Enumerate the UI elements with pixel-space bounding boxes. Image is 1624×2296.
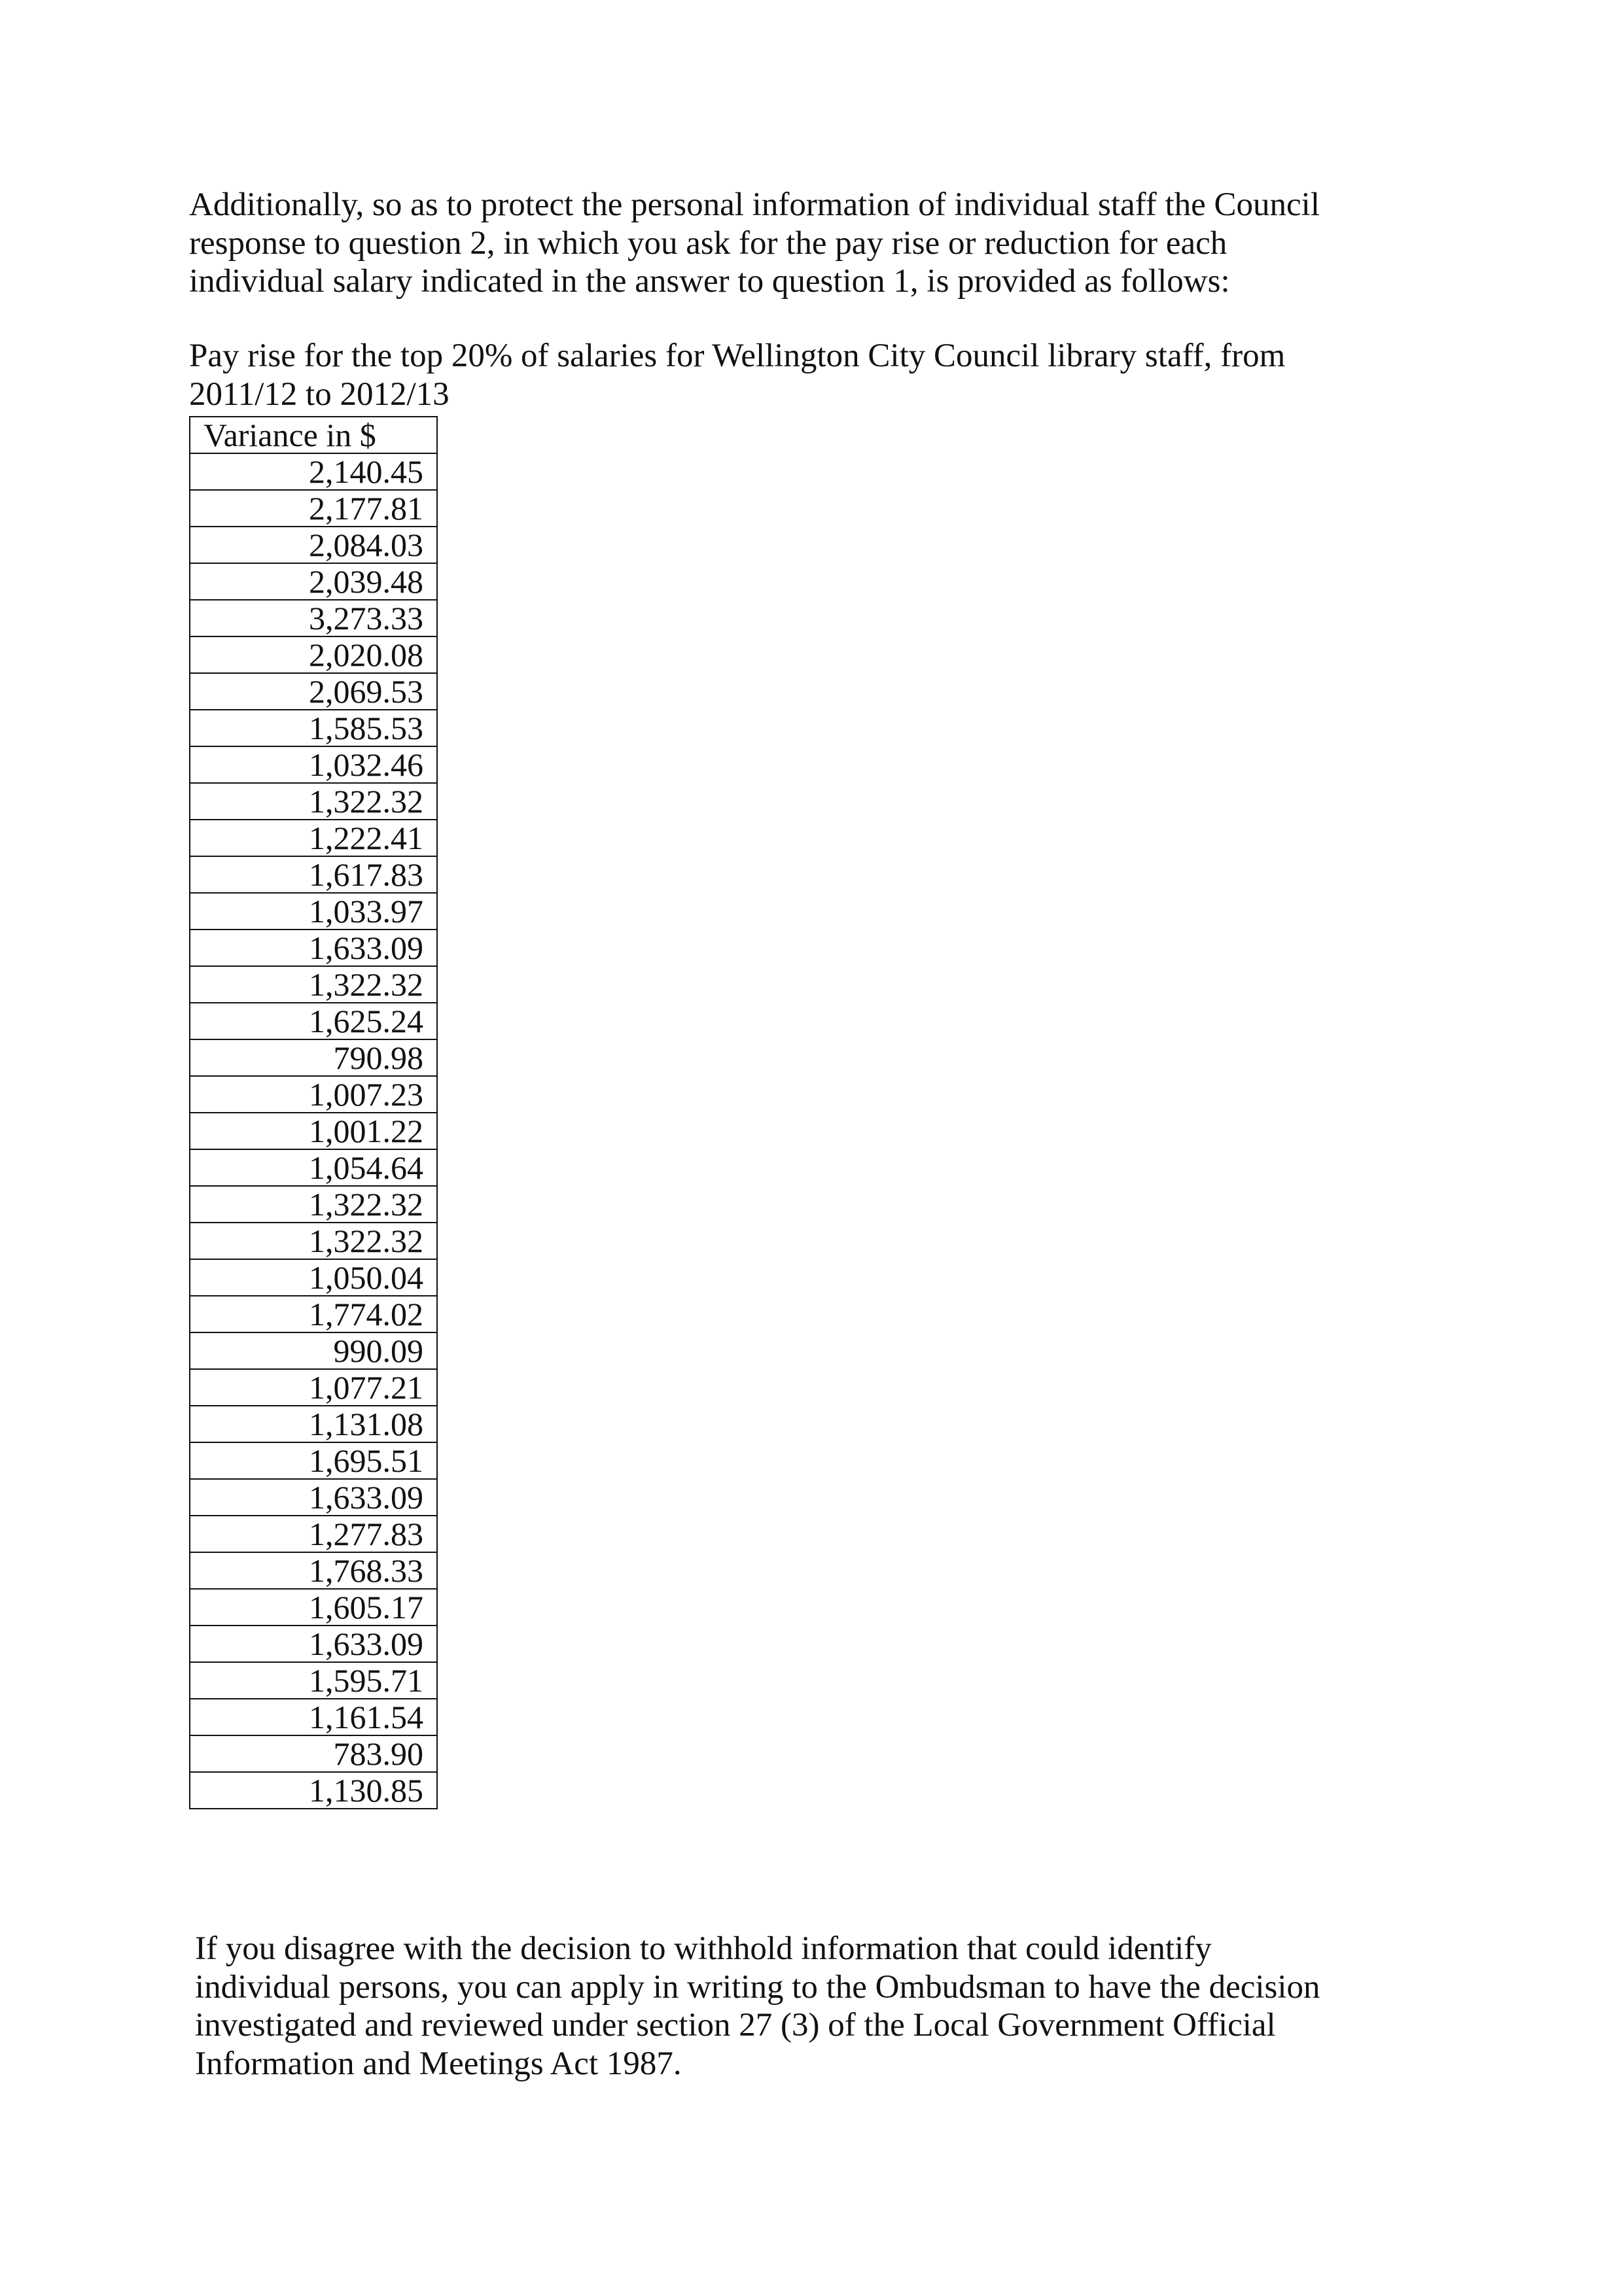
variance-cell: 2,069.53 bbox=[190, 673, 437, 710]
table-row bbox=[190, 527, 437, 563]
table-row bbox=[190, 783, 437, 820]
variance-cell: 1,277.83 bbox=[190, 1516, 437, 1552]
table-row bbox=[190, 893, 437, 930]
table-row bbox=[190, 1039, 437, 1076]
variance-cell: 2,020.08 bbox=[190, 636, 437, 673]
variance-cell: 1,222.41 bbox=[190, 820, 437, 856]
table-row bbox=[190, 1662, 437, 1699]
table-row bbox=[190, 453, 437, 490]
variance-cell: 1,322.32 bbox=[190, 783, 437, 820]
variance-cell: 1,768.33 bbox=[190, 1552, 437, 1589]
variance-cell: 1,007.23 bbox=[190, 1076, 437, 1113]
table-row bbox=[190, 1626, 437, 1662]
table-row bbox=[190, 1699, 437, 1735]
closing-line: individual persons, you can apply in writing to the Ombudsman to have the decision bbox=[195, 1968, 1320, 2006]
variance-cell: 990.09 bbox=[190, 1332, 437, 1369]
variance-cell: 2,039.48 bbox=[190, 563, 437, 600]
table-row bbox=[190, 1516, 437, 1552]
table-row bbox=[190, 563, 437, 600]
intro-line: Additionally, so as to protect the personal information of individual staff the Council bbox=[189, 186, 1320, 223]
table-row bbox=[190, 1589, 437, 1626]
variance-cell: 2,084.03 bbox=[190, 527, 437, 563]
closing-paragraph bbox=[195, 1930, 1320, 2083]
table-header-row bbox=[190, 417, 437, 453]
table-row bbox=[190, 710, 437, 746]
variance-cell: 1,774.02 bbox=[190, 1296, 437, 1332]
variance-cell: 1,595.71 bbox=[190, 1662, 437, 1699]
variance-cell: 1,633.09 bbox=[190, 1626, 437, 1662]
table-row bbox=[190, 1442, 437, 1479]
variance-cell: 1,131.08 bbox=[190, 1406, 437, 1442]
column-header-variance: Variance in $ bbox=[190, 417, 437, 453]
variance-cell: 1,032.46 bbox=[190, 746, 437, 783]
intro-line: response to question 2, in which you ask for the pay rise or reduction for each bbox=[189, 224, 1227, 262]
table-row bbox=[190, 600, 437, 636]
table-row bbox=[190, 490, 437, 527]
variance-cell: 2,140.45 bbox=[190, 453, 437, 490]
variance-cell: 1,633.09 bbox=[190, 1479, 437, 1516]
table-row bbox=[190, 1332, 437, 1369]
variance-cell: 1,001.22 bbox=[190, 1113, 437, 1149]
table-row bbox=[190, 1552, 437, 1589]
variance-cell: 1,625.24 bbox=[190, 1003, 437, 1039]
table-row bbox=[190, 1113, 437, 1149]
closing-line: If you disagree with the decision to withhold information that could identify bbox=[195, 1930, 1212, 1967]
table-caption bbox=[189, 337, 1285, 413]
intro-line: individual salary indicated in the answer to question 1, is provided as follows: bbox=[189, 263, 1230, 300]
table-row bbox=[190, 1259, 437, 1296]
table-row bbox=[190, 856, 437, 893]
table-row bbox=[190, 1735, 437, 1772]
table-row bbox=[190, 746, 437, 783]
variance-cell: 1,322.32 bbox=[190, 1186, 437, 1223]
variance-cell: 2,177.81 bbox=[190, 490, 437, 527]
table-row bbox=[190, 1003, 437, 1039]
variance-cell: 1,054.64 bbox=[190, 1149, 437, 1186]
variance-cell: 1,605.17 bbox=[190, 1589, 437, 1626]
table-row bbox=[190, 820, 437, 856]
variance-cell: 1,322.32 bbox=[190, 1223, 437, 1259]
closing-line: investigated and reviewed under section 27 (3) of the Local Government Official bbox=[195, 2007, 1276, 2044]
table-row bbox=[190, 1296, 437, 1332]
caption-line: 2011/12 to 2012/13 bbox=[189, 375, 450, 413]
table-row bbox=[190, 636, 437, 673]
intro-paragraph bbox=[189, 186, 1320, 301]
variance-cell: 1,077.21 bbox=[190, 1369, 437, 1406]
table-row bbox=[190, 1369, 437, 1406]
variance-cell: 3,273.33 bbox=[190, 600, 437, 636]
table-row bbox=[190, 1186, 437, 1223]
caption-line: Pay rise for the top 20% of salaries for Wellington City Council library staff, from bbox=[189, 338, 1286, 374]
variance-cell: 1,633.09 bbox=[190, 930, 437, 966]
table-row bbox=[190, 966, 437, 1003]
table-body bbox=[190, 453, 437, 1809]
variance-table bbox=[189, 416, 438, 1809]
table-row bbox=[190, 1076, 437, 1113]
table-row bbox=[190, 1406, 437, 1442]
variance-cell: 1,050.04 bbox=[190, 1259, 437, 1296]
variance-cell: 1,033.97 bbox=[190, 893, 437, 930]
table-row bbox=[190, 673, 437, 710]
variance-cell: 1,695.51 bbox=[190, 1442, 437, 1479]
table-row bbox=[190, 1149, 437, 1186]
variance-cell: 1,322.32 bbox=[190, 966, 437, 1003]
table-row bbox=[190, 1772, 437, 1809]
closing-line: Information and Meetings Act 1987. bbox=[195, 2045, 682, 2082]
variance-cell: 1,161.54 bbox=[190, 1699, 437, 1735]
variance-cell: 790.98 bbox=[190, 1039, 437, 1076]
table-row bbox=[190, 1223, 437, 1259]
variance-cell: 1,617.83 bbox=[190, 856, 437, 893]
variance-cell: 1,585.53 bbox=[190, 710, 437, 746]
table-row bbox=[190, 1479, 437, 1516]
variance-cell: 1,130.85 bbox=[190, 1772, 437, 1809]
table-row bbox=[190, 930, 437, 966]
variance-cell: 783.90 bbox=[190, 1735, 437, 1772]
